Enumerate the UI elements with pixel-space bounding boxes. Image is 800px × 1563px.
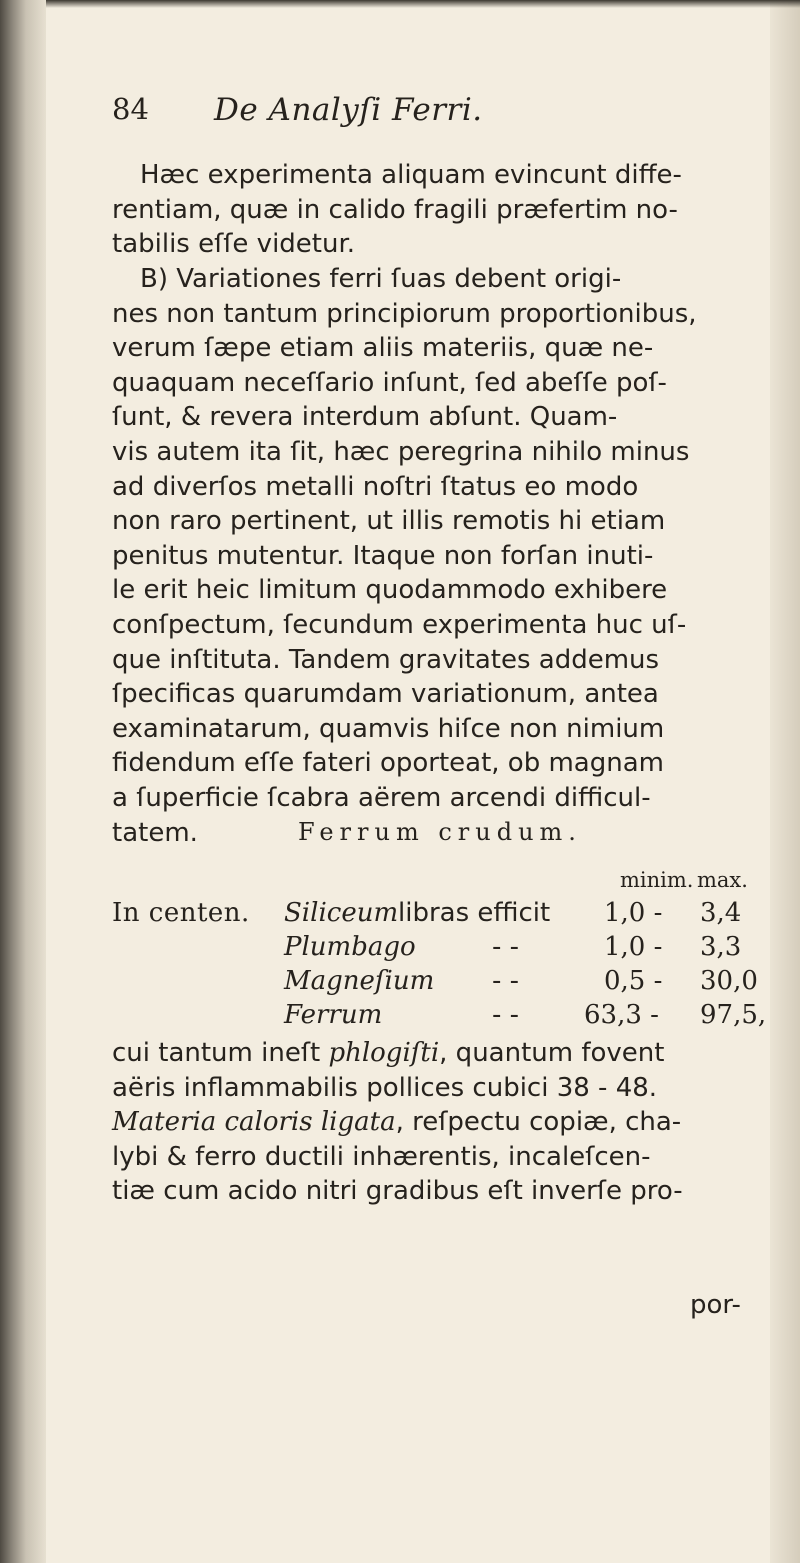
text-line — [112, 1071, 762, 1106]
value-max: 30,0 — [700, 966, 758, 996]
text-line: ad diverſos metalli noſtri ſtatus eo modo — [112, 471, 639, 502]
text-line — [112, 1174, 762, 1209]
text-line: conſpectum, ſecundum experimenta huc uſ- — [112, 609, 687, 640]
section-heading: Ferrum crudum. — [298, 818, 582, 846]
row-dashes: - - — [492, 932, 520, 962]
table-row — [112, 1000, 767, 1034]
binding-gutter — [0, 0, 46, 1563]
column-header-min: minim. — [620, 868, 694, 892]
table-row — [112, 966, 762, 1000]
substance-name: Ferrum — [284, 1000, 383, 1030]
value-min: 63,3 - — [584, 1000, 659, 1030]
paragraph-3 — [112, 1036, 762, 1209]
text-run: lybi & ferro ductili inhærentis, incaleſcen- — [112, 1141, 651, 1172]
text-line: B) Variationes ferri ſuas debent origi- — [140, 264, 622, 294]
column-header-max: max. — [697, 868, 748, 892]
substance-name: Siliceum — [284, 898, 399, 928]
paragraph-2 — [112, 262, 762, 850]
text-run: , reſpectu copiæ, cha- — [395, 1107, 682, 1138]
text-run: tiæ cum acido nitri gradibus eſt inverſe pro- — [112, 1176, 683, 1207]
value-min: 0,5 - — [604, 966, 663, 996]
text-line — [112, 1036, 762, 1071]
text-line: tabilis eſſe videtur. — [112, 229, 356, 260]
value-max: 3,4 — [700, 898, 742, 928]
text-line: ſpecificas quarumdam variationum, antea — [112, 679, 659, 710]
page-edge — [770, 0, 800, 1563]
value-min: 1,0 - — [604, 898, 663, 928]
text-line: vis autem ita ſit, hæc peregrina nihilo minus — [112, 436, 690, 467]
text-line: examinatarum, quamvis hiſce non nimium — [112, 713, 665, 744]
italic-run: Materia caloris ligata — [112, 1107, 396, 1138]
text-line: le erit heic limitum quodammodo exhibere — [112, 575, 668, 606]
row-dashes: - - — [492, 966, 520, 996]
page-top-shadow — [46, 0, 800, 8]
page-number: 84 — [112, 92, 149, 126]
value-min: 1,0 - — [604, 932, 663, 962]
table-header — [112, 860, 762, 894]
text-run: aëris inflammabilis pollices cubici 38 - 48. — [112, 1072, 658, 1103]
text-line: ſunt, & revera interdum abſunt. Quam- — [112, 402, 618, 433]
running-head: De Analyſi Ferri. — [214, 92, 483, 128]
text-line: Hæc experimenta aliquam evincunt diffe- — [140, 160, 682, 190]
text-line: a ſuperficie ſcabra aërem arcendi difficul- — [112, 782, 651, 813]
text-run: , quantum fovent — [439, 1038, 665, 1068]
row-lead: In centen. — [112, 898, 250, 928]
substance-name: Plumbago — [284, 932, 416, 962]
text-run: cui tantum ineſt — [112, 1038, 329, 1068]
text-line: rentiam, quæ in calido fragili præfertim no- — [112, 194, 678, 225]
row-verb: libras efficit — [398, 898, 551, 928]
text-line — [112, 1140, 762, 1175]
substance-name: Magneſium — [284, 966, 435, 996]
text-line: quaquam neceſſario inſunt, ſed abeſſe poſ- — [112, 367, 667, 398]
italic-run: phlogiſti — [328, 1038, 440, 1068]
value-max: 97,5, — [700, 1000, 767, 1030]
page-header — [112, 92, 752, 136]
text-line: tatem. — [112, 817, 198, 848]
text-line: nes non tantum principiorum proportionibus, — [112, 298, 697, 329]
catchword: por- — [690, 1290, 741, 1320]
value-max: 3,3 — [700, 932, 742, 962]
text-line: fidendum eſſe fateri oporteat, ob magnam — [112, 748, 664, 779]
text-line: non raro pertinent, ut illis remotis hi etiam — [112, 506, 666, 537]
text-line: penitus mutentur. Itaque non forſan inuti- — [112, 540, 654, 571]
text-line — [112, 1105, 762, 1140]
paragraph-1 — [112, 158, 762, 262]
row-dashes: - - — [492, 1000, 520, 1030]
text-line: verum ſæpe etiam aliis materiis, quæ ne- — [112, 333, 654, 364]
table-row — [112, 898, 762, 932]
table-row — [112, 932, 762, 966]
text-line: que inſtituta. Tandem gravitates addemus — [112, 644, 660, 675]
